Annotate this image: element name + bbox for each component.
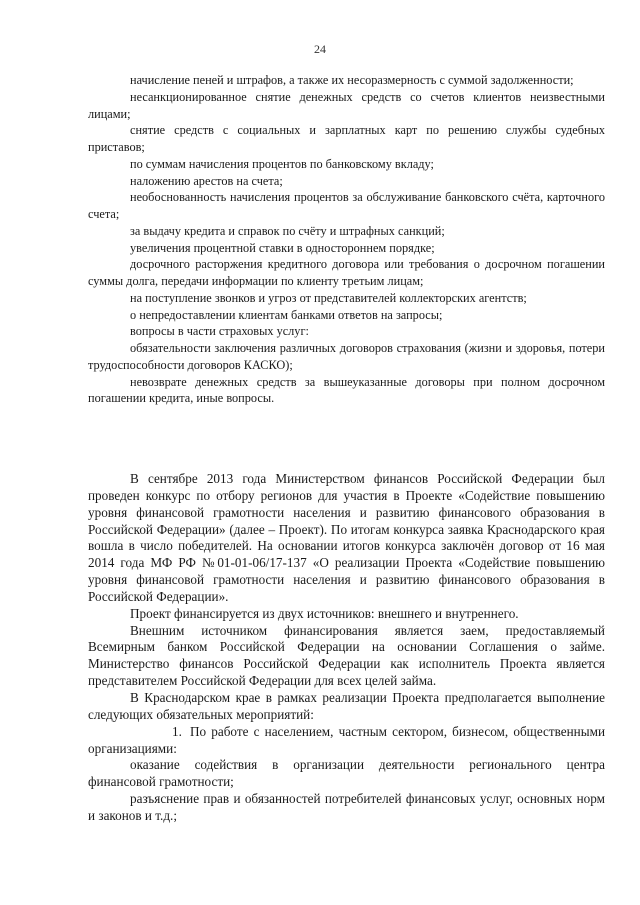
list-item: досрочного расторжения кредитного договора или требования о досрочном погашении суммы долга, передачи информации по клиенту третьим лицам; [88,257,605,288]
sub-item: оказание содействия в организации деятельности регионального центра финансовой грамотности; [88,757,605,790]
numbered-item [88,724,605,758]
list-item: несанкционированное снятие денежных средств со счетов клиентов неизвестными лицами; [88,89,605,121]
item-number: 1. [172,723,182,739]
item-text: По работе с населением, частным сектором, бизнесом, общественными организациями: [88,723,605,756]
paragraph-external-funding: Внешним источником финансирования является заем, предоставляемый Всемирным банком Российской Федерации на основании Соглашения о займе. Министерство финансов Российской Федерации как исполнитель Проекта является представителем Российской Федерации для всех целей займа. [88,622,605,689]
list-item: обязательности заключения различных договоров страхования (жизни и здоровья, потери трудоспособности договоров КАСКО); [88,341,605,372]
sub-item: разъяснение прав и обязанностей потребителей финансовых услуг, основных норм и законов и т.д.; [88,791,605,823]
page-number: 24 [314,42,326,56]
paragraph-sources: Проект финансируется из двух источников: внешнего и внутреннего. [130,605,519,621]
list-item: о непредоставлении клиентам банками ответов на запросы; [130,307,443,322]
list-item: наложению арестов на счета; [130,173,283,188]
list-item: невозврате денежных средств за вышеуказанные договоры при полном досрочном погашении кредита, иные вопросы. [88,374,605,406]
list-item: необоснованность начисления процентов за обслуживание банковского счёта, карточного счета; [88,190,605,221]
complaint-list [88,72,605,407]
list-item: по суммам начисления процентов по банковскому вкладу; [130,156,434,171]
paragraph-contest: В сентябре 2013 года Министерством финансов Российской Федерации был проведен конкурс по отбору регионов для участия в Проекте «Содействие повышению уровня финансовой грамотности населения и развитию финансового образования в Российской Федерации» (далее – Проект). По итогам конкурса заявка Краснодарского края вошла в число победителей. На основании итогов конкурса заключён договор от 16 мая 2014 года МФ РФ №01-01-06/17-137 «О реализации Проекта «Содействие повышению уровня финансовой грамотности населения и развитию финансового образования в Российской Федерации». [88,471,605,604]
list-item: на поступление звонков и угроз от представителей коллекторских агентств; [130,290,527,305]
paragraph-activities: В Краснодарском крае в рамках реализации Проекта предполагается выполнение следующих обязательных мероприятий: [88,689,605,722]
main-text [88,471,605,825]
list-item: начисление пеней и штрафов, а также их несоразмерность с суммой задолженности; [130,73,574,87]
list-item: увеличения процентной ставки в одностороннем порядке; [130,240,435,255]
list-item: за выдачу кредита и справок по счёту и штрафных санкций; [130,223,445,238]
list-item: снятие средств с социальных и зарплатных карт по решению службы судебных приставов; [88,123,605,154]
list-item: вопросы в части страховых услуг: [130,324,309,339]
